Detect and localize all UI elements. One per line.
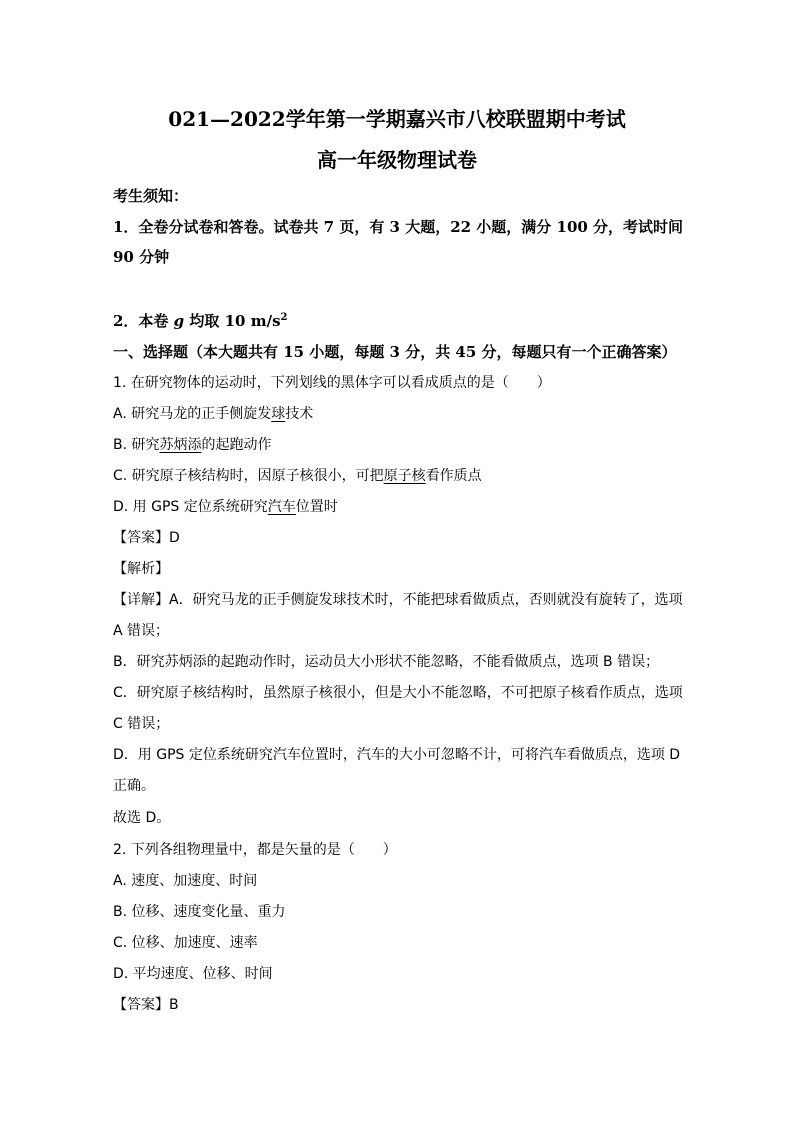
question-1-detail-c: C．研究原子核结构时，虽然原子核很小，但是大小不能忽略，不可把原子核看作质点，选项 bbox=[113, 685, 683, 701]
option-text: 的起跑动作 bbox=[201, 437, 272, 453]
detail-text: A．研究马龙的正手侧旋发球技术时，不能把球看做质点，否则就没有旋转了，选项 bbox=[169, 592, 683, 608]
question-1-conclusion: 故选 D。 bbox=[113, 810, 171, 826]
question-1-detail-a bbox=[113, 590, 693, 610]
notice-item-1-cont: 90 分钟 bbox=[113, 248, 170, 266]
answer-value: B bbox=[169, 997, 179, 1013]
underlined-term: 球 bbox=[271, 406, 286, 422]
option-text: D. 用 GPS 定位系统研究 bbox=[113, 499, 268, 515]
question-1-detail-a-cont: A 错误； bbox=[113, 623, 170, 639]
exam-subtitle: 高一年级物理试卷 bbox=[317, 148, 477, 172]
question-1-option-d bbox=[113, 497, 693, 517]
question-1-detail-c-cont: C 错误； bbox=[113, 716, 170, 732]
question-1-answer bbox=[113, 528, 693, 548]
exam-title: 021—2022学年第一学期嘉兴市八校联盟期中考试 bbox=[168, 107, 626, 131]
question-2-option-b: B. 位移、速度变化量、重力 bbox=[113, 904, 286, 920]
question-1-option-b bbox=[113, 435, 693, 455]
question-2-option-d: D. 平均速度、位移、时间 bbox=[113, 966, 273, 982]
answer-value: D bbox=[169, 530, 180, 546]
unit-exponent: 2 bbox=[280, 312, 288, 323]
question-1-stem: 1. 在研究物体的运动时，下列划线的黑体字可以看成质点的是（ ） bbox=[113, 375, 551, 391]
question-1-option-c bbox=[113, 466, 693, 486]
option-text: 位置时 bbox=[295, 499, 338, 515]
question-2-option-a: A. 速度、加速度、时间 bbox=[113, 873, 258, 889]
detail-label: 【详解】 bbox=[113, 592, 169, 608]
notice-item-2 bbox=[113, 311, 693, 331]
option-text: A. 研究马龙的正手侧旋发 bbox=[113, 406, 272, 422]
notice-item-1: 1．全卷分试卷和答卷。试卷共 7 页，有 3 大题，22 小题，满分 100 分，考试时间 bbox=[113, 218, 684, 236]
underlined-term: 苏炳添 bbox=[159, 437, 202, 453]
question-1-detail-d-cont: 正确。 bbox=[113, 778, 155, 794]
underlined-term: 原子核 bbox=[383, 468, 426, 484]
answer-label: 【答案】 bbox=[113, 997, 169, 1013]
answer-label: 【答案】 bbox=[113, 530, 169, 546]
option-text: C. 研究原子核结构时，因原子核很小，可把 bbox=[113, 468, 384, 484]
notice-item-2-value: 均取 10 m/s bbox=[184, 312, 281, 330]
notice-heading: 考生须知： bbox=[113, 187, 189, 205]
option-text: B. 研究 bbox=[113, 437, 160, 453]
option-text: 技术 bbox=[285, 406, 314, 422]
question-1-option-a bbox=[113, 404, 693, 424]
gravity-symbol: g bbox=[173, 312, 185, 330]
section-heading: 一、选择题（本大题共有 15 小题，每题 3 分，共 45 分，每题只有一个正确答案） bbox=[113, 343, 677, 361]
notice-item-2-prefix: 2．本卷 bbox=[113, 312, 174, 330]
question-2-option-c: C. 位移、加速度、速率 bbox=[113, 935, 258, 951]
option-text: 看作质点 bbox=[425, 468, 482, 484]
underlined-term: 汽车 bbox=[267, 499, 296, 515]
question-1-detail-b: B．研究苏炳添的起跑动作时，运动员大小形状不能忽略，不能看做质点，选项 B 错误； bbox=[113, 654, 660, 670]
question-2-stem: 2. 下列各组物理量中，都是矢量的是（ ） bbox=[113, 842, 397, 858]
question-1-analysis-label: 【解析】 bbox=[113, 561, 169, 577]
question-1-detail-d: D．用 GPS 定位系统研究汽车位置时，汽车的大小可忽略不计，可将汽车看做质点，选项 D bbox=[113, 747, 681, 763]
question-2-answer bbox=[113, 995, 693, 1015]
